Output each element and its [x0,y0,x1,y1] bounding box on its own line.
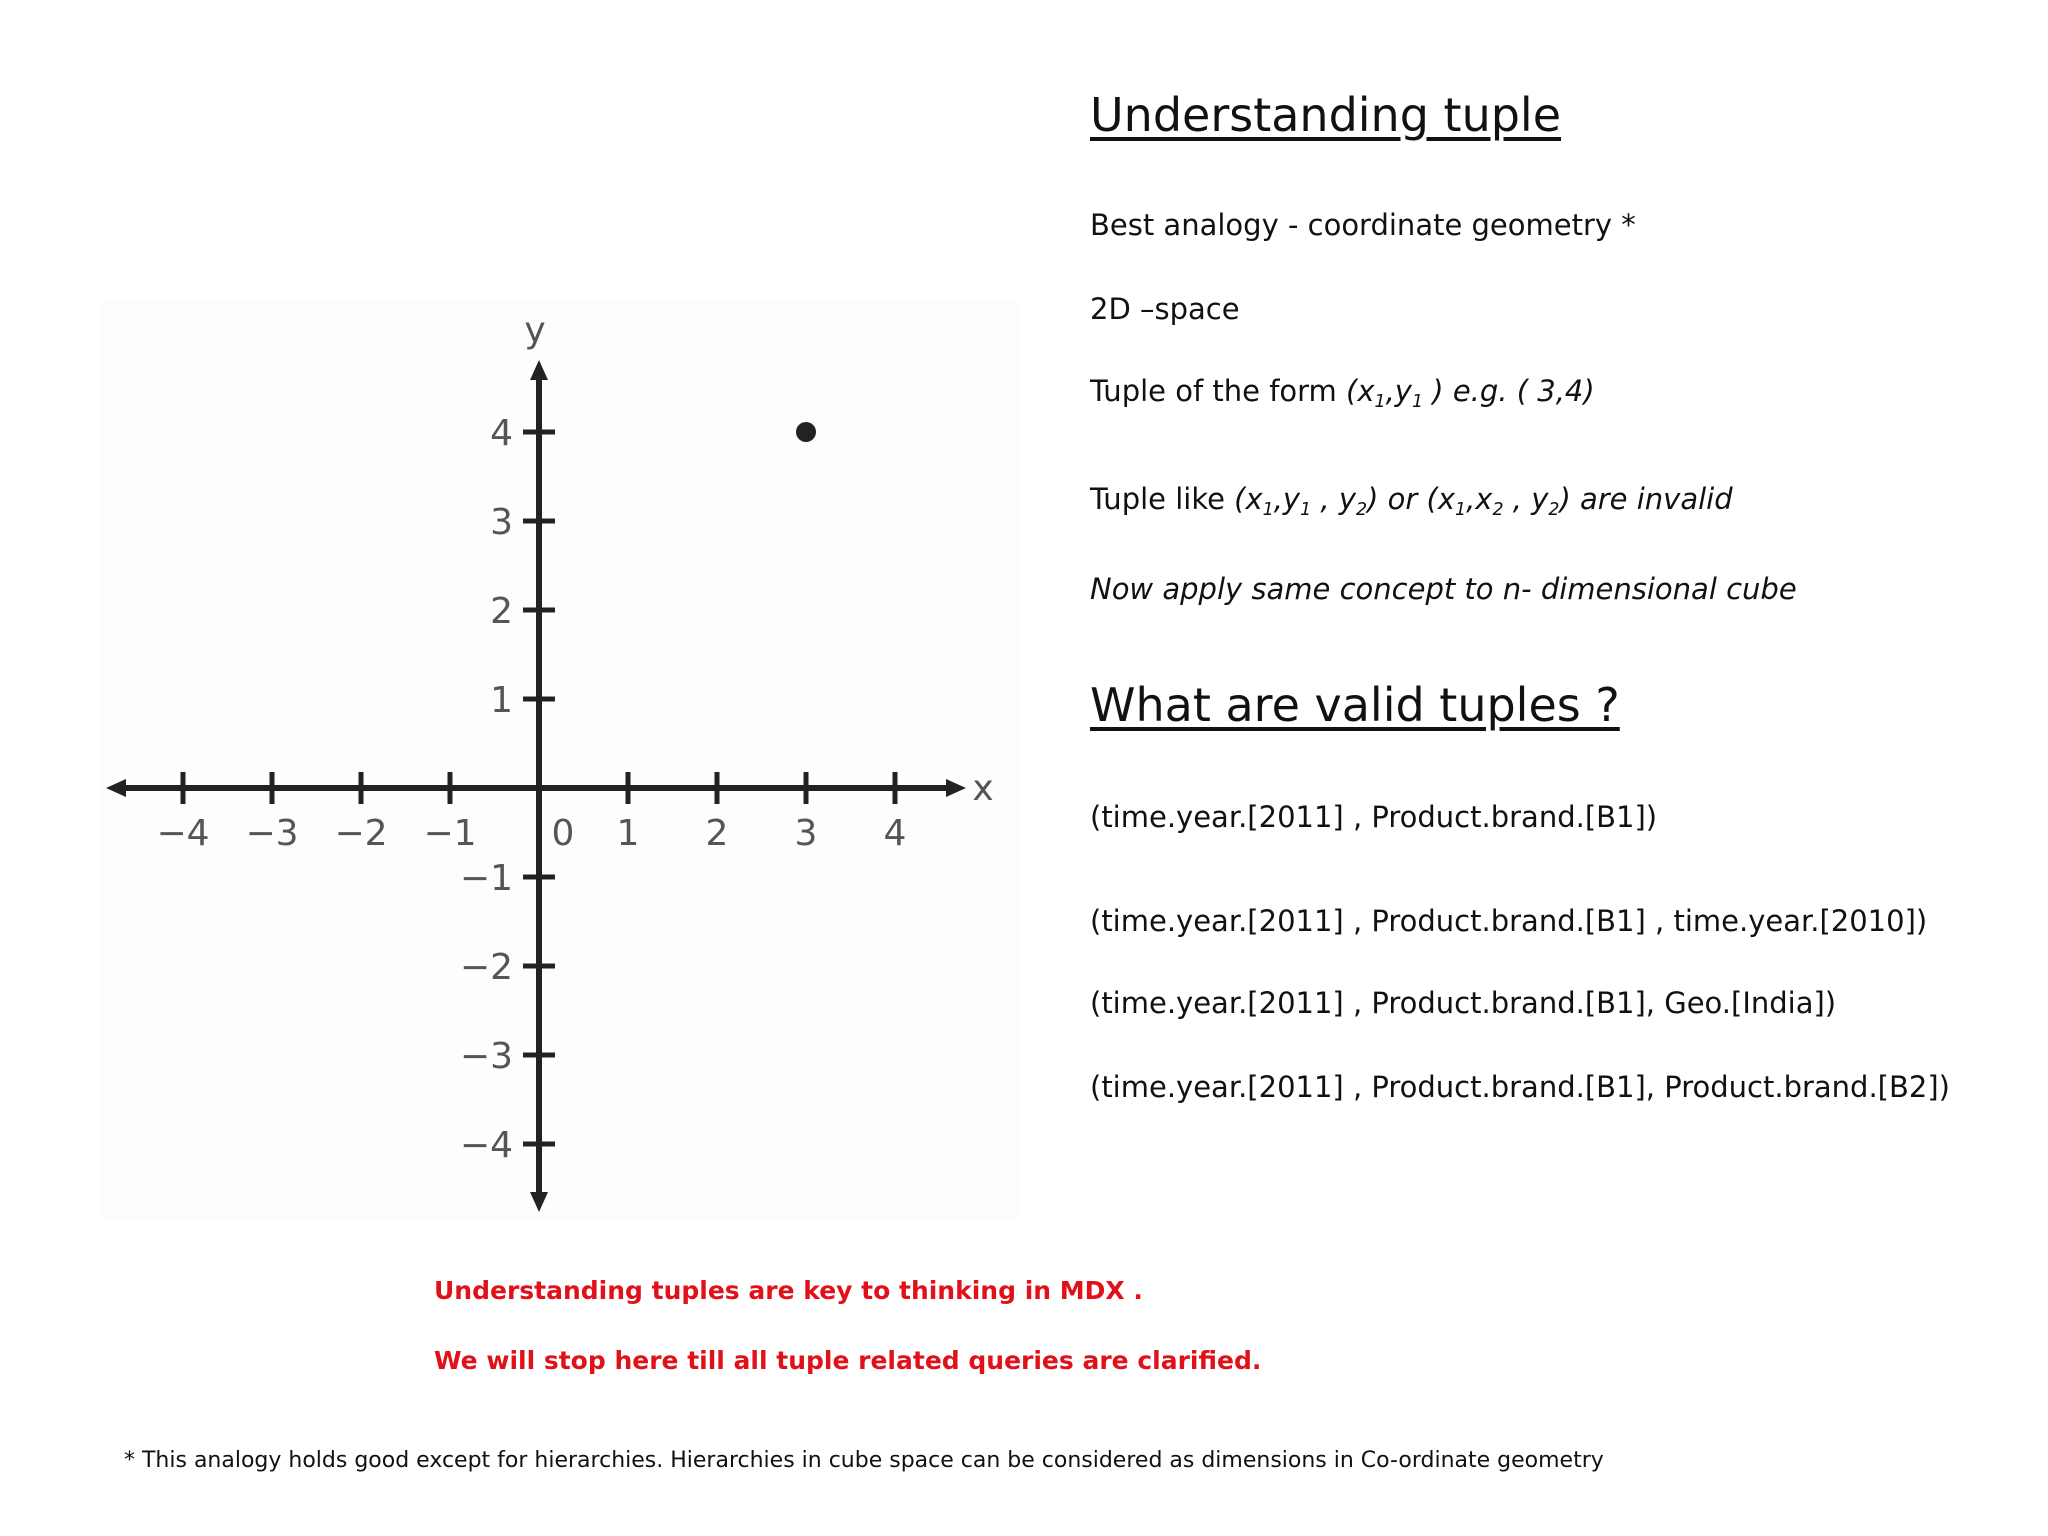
tuple-invalid-sub: 1 [1300,500,1312,521]
tuple-invalid-part: ,x [1466,482,1493,516]
x-axis-arrow-right [946,779,966,797]
tuple-invalid-part: (x [1234,482,1263,516]
y-tick-label: 4 [490,413,513,454]
tuple-invalid-sub: 1 [1262,500,1274,521]
y-tick-label: −4 [459,1125,513,1166]
x-tick-label: 1 [616,813,640,854]
tuple-invalid-prefix: Tuple like [1090,482,1235,516]
x-tick-label: 0 [551,813,575,854]
x-tick-label: 4 [883,813,907,854]
note-key-to-mdx: Understanding tuples are key to thinking in MDX . [434,1276,1143,1305]
space-line: 2D –space [1090,292,1240,326]
tuple-invalid-part: , y [1311,482,1357,516]
plotted-point [796,422,816,442]
y-tick-label: −1 [459,858,513,899]
x-axis-arrow-left [106,779,126,797]
x-tick-label: −1 [423,813,477,854]
tuple-form-expression [1346,374,1595,413]
footnote: * This analogy holds good except for hierarchies. Hierarchies in cube space can be considered as dimensions in Co-ordinate geometry [124,1448,1604,1473]
x-tick-label: −3 [245,813,299,854]
apply-concept-line: Now apply same concept to n- dimensional cube [1090,572,1797,606]
x-tick-label: −4 [156,813,210,854]
y-tick-label: −3 [459,1036,513,1077]
note-stop-here: We will stop here till all tuple related queries are clarified. [434,1346,1262,1375]
y-axis-arrow-down [530,1192,548,1212]
title-understanding-tuple: Understanding tuple [1090,88,1562,142]
tuple-invalid-part: ) or (x [1367,482,1455,516]
y-tick-label: 3 [490,502,513,543]
tuple-form-sub: 1 [1411,392,1424,413]
example-tuple-3: (time.year.[2011] , Product.brand.[B1], Geo.[India]) [1090,986,1837,1020]
tuple-form-part: ) e.g. ( 3,4) [1423,374,1595,408]
tuple-invalid-expression [1234,482,1733,521]
example-tuple-2: (time.year.[2011] , Product.brand.[B1] , time.year.[2010]) [1090,904,1928,938]
coordinate-graph [100,300,1020,1220]
analogy-line: Best analogy - coordinate geometry * [1090,208,1636,242]
tuple-invalid-part: ,y [1273,482,1301,516]
tuple-form-part: (x [1346,374,1375,408]
tuple-invalid-sub: 2 [1492,500,1504,521]
y-tick-label: 1 [490,680,513,721]
tuple-invalid-sub: 1 [1455,500,1467,521]
y-axis-label: y [524,310,546,351]
tuple-invalid-sub: 2 [1356,500,1368,521]
tuple-invalid-line [1090,482,1733,520]
tuple-invalid-part: , y [1503,482,1549,516]
example-tuple-4: (time.year.[2011] , Product.brand.[B1], Product.brand.[B2]) [1090,1070,1950,1104]
title-valid-tuples: What are valid tuples ? [1090,678,1620,732]
example-tuple-1: (time.year.[2011] , Product.brand.[B1]) [1090,800,1658,834]
tuple-form-part: ,y [1385,374,1412,408]
x-tick-label: 2 [705,813,729,854]
tuple-invalid-part: ) are invalid [1559,482,1733,516]
y-tick-label: 2 [490,591,513,632]
tuple-form-line [1090,374,1595,412]
y-axis-arrow-up [530,360,548,380]
y-tick-label: −2 [459,947,513,988]
x-axis-label: x [972,768,994,809]
tuple-form-prefix: Tuple of the form [1090,374,1347,408]
tuple-form-sub: 1 [1374,392,1386,413]
tuple-invalid-sub: 2 [1548,500,1560,521]
x-tick-label: 3 [794,813,818,854]
coordinate-plane [100,300,1020,1220]
x-tick-label: −2 [334,813,388,854]
